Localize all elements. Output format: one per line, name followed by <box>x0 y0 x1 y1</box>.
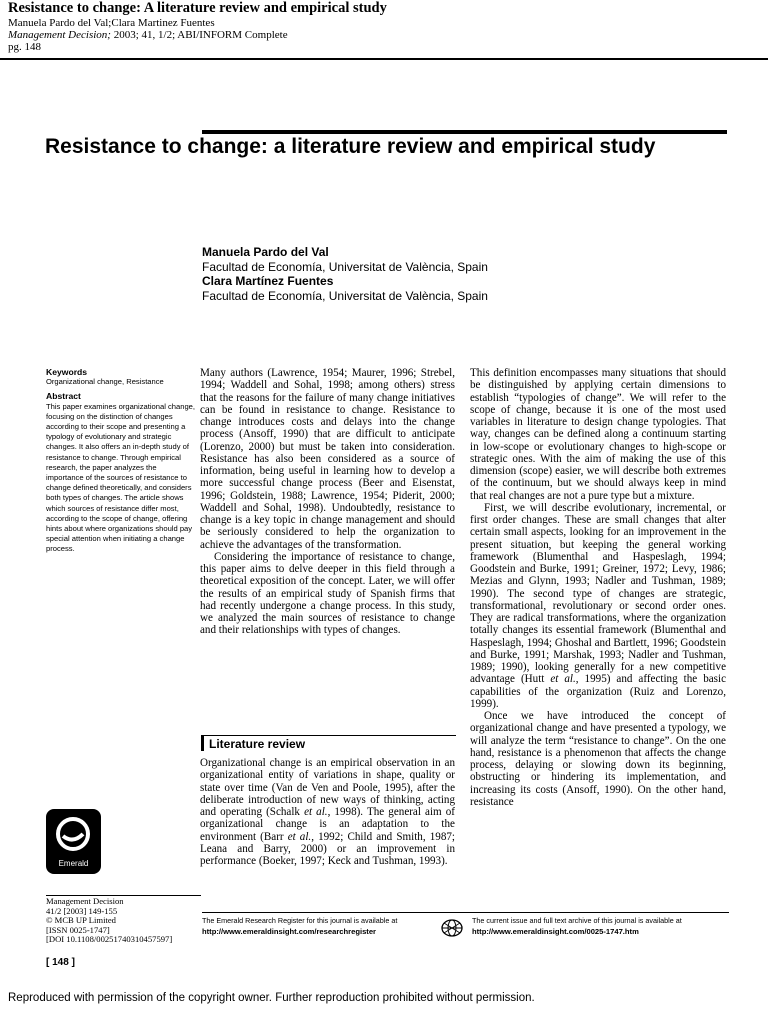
paragraph: Many authors (Lawrence, 1954; Maurer, 1996; Strebel, 1994; Waddell and Sohal, 1998; among others) stress that the reasons for the failure of many change initiatives can be found in resistance to change. Resistance to change introduces costs and delays into the change process (Ansoff, 1990) that are difficult to anticipate (Lorenzo, 2000) but must be taken into consideration. Resistance has also been considered as a source of information, being useful in learning how to develop a more successful change process (Beer and Eisenstat, 1996; Goldstein, 1988; Lawrence, 1954; Piderit, 2000; Waddell and Sohal, 1998). Undoubtedly, resistance to change is a key topic in change management and should be seriously considered to help the organization to achieve the advantages of the transformation. <box>200 367 455 551</box>
footnote-register <box>202 915 454 937</box>
author-name: Manuela Pardo del Val <box>202 245 329 259</box>
abstract-text: This paper examines organizational change, focusing on the distinction of changes according to their scope and presenting a typology of evolutionary and strategic changes. It also offers an in-depth study of resistance to change. Through empirical research, the paper analyzes the importance of the sources of resistance to change defined theoretically, and considers both types of changes. The article shows which sources of resistance differ most, according to the scope of change, offering hints about where organizations should pay special attention when initiating a change process. <box>46 401 196 554</box>
paragraph <box>200 757 455 867</box>
citation-title: Resistance to change: A literature review and empirical study <box>8 0 387 16</box>
page-number: [ 148 ] <box>46 957 75 968</box>
logo-text: Emerald <box>58 859 89 868</box>
keywords-heading: Keywords <box>46 367 88 377</box>
citation-page: pg. 148 <box>8 41 41 53</box>
reproduction-notice: Reproduced with permission of the copyright owner. Further reproduction prohibited without permission. <box>8 992 535 1004</box>
footnote-rule <box>202 912 729 913</box>
text-run: First, we will describe evolutionary, incremental, or first order changes. These are small changes that alter certain small aspects, looking for an improvement in the present situation, but keeping the general working framework (Blumenthal and Haspeslagh, 1994; Goodstein and Burke, 1991; Greiner, 1972; Levy, 1986; Mezias and Glynn, 1993; Nadler and Tushman, 1989; 1990). The second type of changes are strategic, transformational, revolutionary or second order ones. They are radical transformations, where the organization totally changes its essential framework (Blumenthal and Haspeslagh, 1994; Ghoshal and Bartlett, 1996; Goodstein and Burke, 1991; Marshak, 1993; Nadler and Tushman, 1989; 1990), looking generally for a new competitive advantage (Hutt <box>470 501 726 686</box>
et-al: et al. <box>550 673 576 686</box>
footnote-text: The Emerald Research Register for this journal is available at <box>202 916 398 925</box>
emerald-logo <box>46 809 101 874</box>
paragraph: This definition encompasses many situations that should be distinguished by applying certain dimensions to establish “typologies of change”. We will refer to the scope of change, because it is one of the most used variables in literature to design change typologies. That way, changes can be defined along a continuum starting in low-scope or evolutionary changes to high-scope or strategic ones. With the aim of making the use of this dimension (scope) easier, we will describe both extremes of the continuum, but we should always keep in mind that real changes are not a pure type but a mixture. <box>470 367 726 502</box>
body-column-1 <box>200 367 455 637</box>
keywords: Organizational change, Resistance <box>46 377 164 387</box>
footnote-archive <box>472 915 734 937</box>
globe-icon <box>440 918 464 938</box>
register-link[interactable]: http://www.emeraldinsight.com/researchregister <box>202 927 376 936</box>
paragraph: Once we have introduced the concept of organizational change and have presented a typology, we will analyze the term “resistance to change”. On the one hand, resistance is a phenomenon that affects the change process, delaying or slowing down its beginning, obstructing or hindering its implementation, and increasing its costs (Ansoff, 1990). On the other hand, resistance <box>470 710 726 808</box>
paragraph <box>470 502 726 710</box>
citation-journal-details: 2003; 41, 1/2; ABI/INFORM Complete <box>110 29 288 41</box>
text-run: , 1995) and affecting the basic capabilities of the organization (Ruiz and Lorenzo, 1999). <box>470 673 726 710</box>
author-affiliation: Facultad de Economía, Universitat de València, Spain <box>202 259 488 274</box>
et-al: et al. <box>287 830 312 843</box>
body-column-1-continued <box>200 757 455 867</box>
journal-volume: 41/2 [2003] 149-155 <box>46 905 118 916</box>
journal-info <box>46 895 201 945</box>
archive-link[interactable]: http://www.emeraldinsight.com/0025-1747.htm <box>472 927 639 936</box>
text-run: , 1998). The general aim of organizational change is an adaptation to the environment (Barr <box>200 806 455 843</box>
header-divider <box>0 58 768 60</box>
citation-journal-name: Management Decision; <box>8 29 111 41</box>
doi: [DOI 10.1108/00251740310457597] <box>46 934 173 945</box>
citation-authors: Manuela Pardo del Val;Clara Martinez Fuentes <box>8 17 215 29</box>
paragraph: Considering the importance of resistance to change, this paper aims to delve deeper in this field through a theoretical exposition of the concept. Later, we will offer the results of an empirical study of Spanish firms that had recently undergone a change process. In this study, we analyzed the main sources of resistance to change and their relationships with types of changes. <box>200 550 455 637</box>
author-block <box>202 245 722 303</box>
et-al: et al. <box>304 806 328 818</box>
publisher: © MCB UP Limited <box>46 915 116 926</box>
abstract-heading: Abstract <box>46 391 81 402</box>
citation-header <box>8 0 758 53</box>
section-heading: Literature review <box>201 735 456 751</box>
author-affiliation: Facultad de Economía, Universitat de València, Spain <box>202 288 488 303</box>
text-run: Organizational change is an empirical observation in an organizational entity of variations in shape, quality or state over time (Van de Ven and Poole, 1995), after the deliberate introduction of new ways of thinking, acting and operating (Schalk <box>200 757 455 818</box>
author-name: Clara Martínez Fuentes <box>202 274 334 288</box>
footnote-text: The current issue and full text archive of this journal is available at <box>472 916 682 925</box>
journal-name: Management Decision <box>46 896 124 906</box>
emerald-logo-icon <box>55 814 92 854</box>
issn: [ISSN 0025-1747] <box>46 924 110 935</box>
body-column-2 <box>470 367 726 808</box>
article-title: Resistance to change: a literature review and empirical study <box>45 135 656 158</box>
sidebar <box>46 367 196 555</box>
text-run: , 1992; Child and Smith, 1987; Leana and Barry, 2000) or an improvement in performance (Boeker, 1997; Keck and Tushman, 1993). <box>200 830 455 867</box>
citation-journal <box>8 29 758 41</box>
